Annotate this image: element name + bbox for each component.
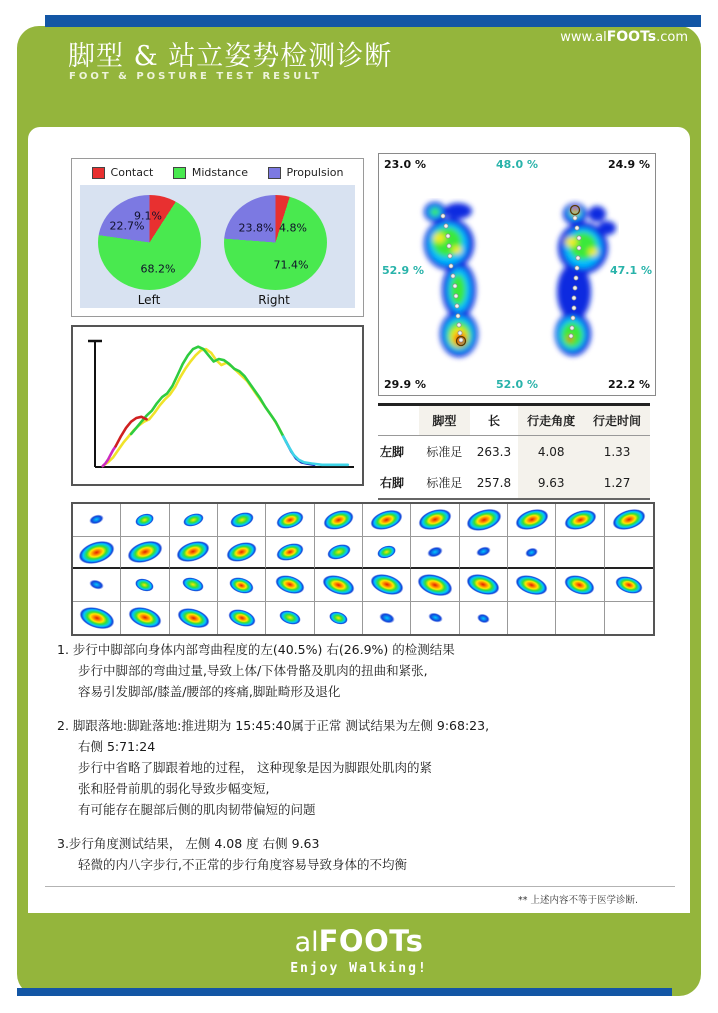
gait-frame-blob [513,505,551,534]
header-foot-type: 脚型 [419,405,470,436]
gait-frame-cell [556,569,604,602]
gait-frame-blob [126,603,164,632]
footer-logo [17,924,701,958]
note-item [57,639,671,702]
note-line: 容易引发脚部/膝盖/腰部的疼痛,脚趾畸形及退化 [78,684,341,699]
legend-label: Contact [110,166,154,179]
gait-frame-blob [328,609,350,626]
gait-frame-blob [610,505,648,534]
gait-frame-cell [266,504,314,537]
gait-frame-blob [182,511,205,529]
website-suffix: .com [656,30,688,45]
gait-frame-cell [315,602,363,635]
curve-segment-end-cyan [283,437,348,465]
top-blue-accent-bar [45,15,701,27]
left-pie-propulsion-value: 22.7% [109,219,145,233]
gait-frame-blob [226,606,258,630]
footer-divider [45,886,675,887]
cell-walk-angle: 4.08 [518,436,584,468]
gait-frame-cell [460,569,508,602]
note-line: 轻微的内八字步行,不正常的步行角度容易导致身体的不均衡 [78,857,407,872]
logo-main: FOOTs [318,924,424,958]
gait-frame-cell [411,537,459,570]
left-pie-contact-value: 9.1% [134,209,162,223]
gait-frame-blob [274,508,306,532]
cell-walk-time: 1.33 [584,436,650,468]
legend-item-contact [92,166,154,179]
analysis-notes [57,639,671,875]
gait-frame-blob [475,545,492,558]
gait-frame-cell [508,504,556,537]
gait-pressure-curve-box [71,325,364,486]
pie-chart-panel [80,185,355,308]
note-line: 有可能存在腿部后侧的肌肉韧带偏短的问题 [78,802,316,817]
website-link[interactable] [560,29,688,45]
pct-bottom-center: 52.0 % [496,378,538,391]
gait-frame-cell [508,569,556,602]
page-title: 脚型 & 站立姿势检测诊断 [68,41,393,72]
gait-frame-cell [266,537,314,570]
gait-frame-cell [508,537,556,570]
row-label: 右脚 [380,476,405,490]
foot-measurement-table [378,403,650,500]
left-foot-heatmap [413,198,491,366]
page-subtitle: FOOT & POSTURE TEST RESULT [69,71,322,82]
gait-frame-cell [170,504,218,537]
gait-frame-cell [556,602,604,635]
gait-frame-blob [415,570,455,600]
cell-walk-angle: 9.63 [518,467,584,499]
gait-frame-blob [426,545,444,559]
gait-frame-cell [315,569,363,602]
right-pie-title: Right [258,293,290,307]
gait-frame-blob [174,537,212,566]
gait-frame-blob [228,510,255,530]
gait-frame-blob [562,506,599,533]
curve-segment-right-foot-main [131,347,286,442]
left-pie-title: Left [137,293,161,307]
gait-frame-cell [218,569,266,602]
medical-disclaimer: ** 上述内容不等于医学诊断. [517,895,638,906]
gait-frame-blob [476,612,491,624]
gait-frame-blob [77,603,117,633]
gait-frame-cell [508,602,556,635]
gait-frame-cell [266,602,314,635]
gait-frame-blob [463,505,503,535]
header-walk-time: 行走时间 [584,405,650,436]
gait-frame-cell [411,569,459,602]
pct-top-right: 24.9 % [608,158,650,171]
gait-frame-cell [605,569,653,602]
gait-frame-blob [613,573,645,597]
right-pie-contact-value: 4.8% [279,221,307,235]
note-line: 张和胫骨前肌的弱化导致步幅变短, [78,781,270,796]
bottom-blue-accent-bar [17,988,672,996]
gait-pressure-curve-chart [73,327,362,484]
gait-frame-cell [411,602,459,635]
gait-frame-cell [605,504,653,537]
gait-frame-blob [376,543,398,560]
row-label: 左脚 [380,445,405,459]
gait-frame-blob [273,572,306,597]
gait-frame-blob [524,546,539,558]
pct-top-center: 48.0 % [496,158,538,171]
gait-frame-blob [134,576,156,593]
website-prefix: www.al [560,30,607,45]
gait-frame-cell [73,504,121,537]
pct-top-left: 23.0 % [384,158,426,171]
header-blank [378,405,419,436]
gait-frame-cell [605,602,653,635]
contact-swatch-icon [92,167,105,179]
gait-frame-blob [416,505,454,534]
gait-frame-cell [363,602,411,635]
table-row-right-foot [378,467,650,499]
gait-frame-cell [315,537,363,570]
gait-frame-cell [218,504,266,537]
right-pie-midstance-value: 71.4% [273,258,309,272]
gait-frame-blob [278,608,303,627]
gait-frame-blob [378,611,396,625]
gait-frame-blob [427,611,444,624]
table-header-row [378,405,650,436]
gait-frame-blob [368,570,406,599]
pressure-heatmap-box [378,153,656,396]
cell-length: 257.8 [476,475,512,490]
table-row-left-foot [378,436,650,468]
gait-frame-cell [121,537,169,570]
gait-frame-cell [605,537,653,570]
right-foot-pie-chart [224,195,327,290]
legend-label: Propulsion [286,166,344,179]
midstance-swatch-icon [173,167,186,179]
note-line: 3.步行角度测试结果， 左侧 4.08 度 右侧 9.63 [57,836,320,851]
note-line: 右侧 5:71:24 [78,739,156,754]
gait-frames-grid [71,502,655,636]
gait-frame-blob [563,572,598,598]
gait-frame-cell [556,504,604,537]
gait-frame-cell [121,569,169,602]
gait-frame-blob [274,540,306,564]
footer-slogan: Enjoy Walking! [290,961,428,976]
gait-frame-blob [88,578,105,591]
cell-foot-type: 标准足 [426,476,463,490]
header-walk-angle: 行走角度 [518,405,584,436]
pct-bottom-right: 22.2 % [608,378,650,391]
note-line: 2. 脚跟落地:脚趾落地:推进期为 15:45:40属于正常 测试结果为左侧 9:68:23, [57,718,490,733]
gait-frame-cell [556,537,604,570]
gait-frame-cell [73,569,121,602]
gait-frame-blob [175,604,212,631]
gait-frame-blob [228,574,256,596]
gait-frame-cell [170,537,218,570]
note-item [57,715,671,820]
gait-frame-blob [464,570,502,599]
gait-frame-blob [134,511,156,528]
pct-mid-left: 52.9 % [382,264,424,277]
gait-frame-cell [170,602,218,635]
propulsion-swatch-icon [268,167,281,179]
gait-frame-cell [218,602,266,635]
note-line: 1. 步行中脚部向身体内部弯曲程度的左(40.5%) 右(26.9%) 的检测结果 [57,642,455,657]
gait-frame-cell [218,537,266,570]
note-line: 步行中脚部的弯曲过量,导致上体/下体骨骼及肌肉的扭曲和紧张, [78,663,428,678]
gait-frame-cell [460,504,508,537]
gait-frame-cell [73,602,121,635]
right-pie-propulsion-value: 23.8% [238,221,274,235]
stance-phase-chart-box [71,158,364,317]
gait-frame-cell [363,504,411,537]
gait-frame-cell [315,504,363,537]
header-length: 长 [487,414,500,428]
gait-frame-blob [88,513,105,526]
gait-frame-blob [513,571,550,598]
gait-frame-cell [121,602,169,635]
gait-frame-cell [363,569,411,602]
legend-item-propulsion [268,166,344,179]
cell-walk-time: 1.27 [584,467,650,499]
gait-frame-cell [460,602,508,635]
note-line: 步行中省略了脚跟着地的过程， 这种现象是因为脚跟处肌肉的紧 [78,760,432,775]
gait-frame-blob [320,571,357,598]
gait-frame-cell [73,537,121,570]
gait-frame-cell [363,537,411,570]
website-brand: FOOTs [606,29,657,45]
gait-frame-cell [266,569,314,602]
gait-frame-cell [170,569,218,602]
gait-frame-blob [181,575,206,594]
pct-bottom-left: 29.9 % [384,378,426,391]
legend-item-midstance [173,166,248,179]
cell-length: 263.3 [476,444,512,459]
gait-frame-blob [368,506,405,533]
pie-legend [72,166,363,179]
gait-frame-blob [76,537,118,568]
right-foot-heatmap [541,198,619,366]
gait-frame-blob [224,539,259,565]
pct-mid-right: 47.1 % [610,264,652,277]
gait-frame-cell [121,504,169,537]
cell-foot-type: 标准足 [426,445,463,459]
note-item [57,833,671,875]
gait-frame-cell [460,537,508,570]
legend-label: Midstance [191,166,248,179]
gait-frame-blob [325,542,352,562]
left-pie-midstance-value: 68.2% [140,262,176,276]
logo-prefix: al [294,927,319,958]
gait-frame-cell [411,504,459,537]
gait-frame-blob [321,507,356,533]
gait-frame-blob [125,537,165,567]
curve-segment-left-foot-main [103,349,284,466]
